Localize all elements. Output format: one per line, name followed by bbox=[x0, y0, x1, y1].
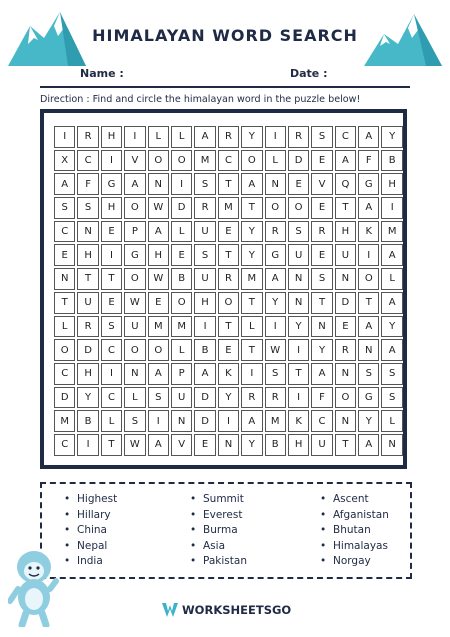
word-list-column-3 bbox=[320, 492, 389, 570]
grid-cell[interactable]: O bbox=[265, 197, 286, 219]
grid-cell[interactable]: L bbox=[148, 126, 169, 148]
grid-cell[interactable]: W bbox=[148, 268, 169, 290]
grid-cell[interactable]: W bbox=[148, 197, 169, 219]
grid-cell[interactable]: V bbox=[311, 173, 332, 195]
grid-cell[interactable]: B bbox=[265, 434, 286, 456]
grid-cell[interactable]: N bbox=[54, 268, 75, 290]
grid-cell[interactable]: E bbox=[335, 316, 356, 338]
grid-cell[interactable]: A bbox=[381, 339, 402, 361]
grid-cell[interactable]: X bbox=[54, 150, 75, 172]
grid-cell[interactable]: I bbox=[288, 387, 309, 409]
grid-cell[interactable]: D bbox=[54, 387, 75, 409]
grid-cell[interactable]: I bbox=[124, 126, 145, 148]
grid-cell[interactable]: W bbox=[124, 292, 145, 314]
grid-cell[interactable]: I bbox=[241, 363, 262, 385]
grid-cell[interactable]: A bbox=[124, 173, 145, 195]
grid-cell[interactable]: M bbox=[171, 316, 192, 338]
word-list-item: • China bbox=[64, 523, 117, 539]
grid-cell[interactable]: K bbox=[218, 363, 239, 385]
footer-brand bbox=[162, 603, 291, 617]
grid-cell[interactable]: I bbox=[54, 126, 75, 148]
word-list-item: • Burma bbox=[190, 523, 247, 539]
grid-cell[interactable]: C bbox=[54, 221, 75, 243]
grid-cell[interactable]: A bbox=[335, 150, 356, 172]
grid-cell[interactable]: E bbox=[288, 173, 309, 195]
word-list-item: • Hillary bbox=[64, 508, 117, 524]
grid-cell[interactable]: V bbox=[171, 434, 192, 456]
grid-cell[interactable]: F bbox=[77, 173, 98, 195]
grid-cell[interactable]: N bbox=[77, 221, 98, 243]
grid-cell[interactable]: L bbox=[124, 387, 145, 409]
page-title: HIMALAYAN WORD SEARCH bbox=[92, 26, 358, 45]
grid-cell[interactable]: E bbox=[54, 244, 75, 266]
grid-cell[interactable]: N bbox=[335, 268, 356, 290]
grid-cell[interactable]: D bbox=[194, 410, 215, 432]
grid-cell[interactable]: I bbox=[381, 197, 402, 219]
grid-cell[interactable]: B bbox=[171, 268, 192, 290]
grid-cell[interactable]: Y bbox=[77, 387, 98, 409]
grid-cell[interactable]: O bbox=[124, 339, 145, 361]
grid-cell[interactable]: A bbox=[358, 197, 379, 219]
grid-cell[interactable]: U bbox=[171, 387, 192, 409]
grid-cell[interactable]: R bbox=[194, 197, 215, 219]
grid-cell[interactable]: K bbox=[358, 221, 379, 243]
grid-cell[interactable]: L bbox=[171, 126, 192, 148]
grid-cell[interactable]: Y bbox=[288, 316, 309, 338]
word-list-item: • Nepal bbox=[64, 539, 117, 555]
grid-cell[interactable]: Y bbox=[241, 434, 262, 456]
grid-cell[interactable]: C bbox=[101, 339, 122, 361]
grid-cell[interactable]: O bbox=[288, 197, 309, 219]
grid-cell[interactable]: U bbox=[77, 292, 98, 314]
grid-cell[interactable]: R bbox=[218, 268, 239, 290]
grid-cell[interactable]: U bbox=[194, 221, 215, 243]
grid-cell[interactable]: S bbox=[381, 387, 402, 409]
grid-cell[interactable]: W bbox=[124, 434, 145, 456]
grid-cell[interactable]: E bbox=[311, 150, 332, 172]
grid-cell[interactable]: C bbox=[311, 410, 332, 432]
grid-cell[interactable]: A bbox=[381, 292, 402, 314]
grid-cell[interactable]: U bbox=[194, 268, 215, 290]
name-label: Name : bbox=[80, 67, 124, 80]
grid-cell[interactable]: C bbox=[218, 150, 239, 172]
word-list-item: • Bhutan bbox=[320, 523, 389, 539]
word-list-item: • Everest bbox=[190, 508, 247, 524]
grid-cell[interactable]: Y bbox=[381, 126, 402, 148]
grid-cell[interactable]: T bbox=[54, 292, 75, 314]
grid-cell[interactable]: W bbox=[265, 339, 286, 361]
grid-cell[interactable]: A bbox=[265, 268, 286, 290]
worksheetsgo-w-logo-icon bbox=[162, 603, 178, 617]
grid-cell[interactable]: F bbox=[311, 387, 332, 409]
grid-cell[interactable]: N bbox=[381, 434, 402, 456]
grid-cell[interactable]: C bbox=[101, 387, 122, 409]
grid-cell[interactable]: I bbox=[265, 126, 286, 148]
grid-cell[interactable]: Q bbox=[335, 173, 356, 195]
grid-cell[interactable]: S bbox=[194, 244, 215, 266]
grid-cell[interactable]: N bbox=[218, 434, 239, 456]
grid-cell[interactable]: L bbox=[241, 316, 262, 338]
grid-cell[interactable]: M bbox=[381, 221, 402, 243]
grid-cell[interactable]: E bbox=[194, 434, 215, 456]
grid-cell[interactable]: L bbox=[171, 339, 192, 361]
grid-cell[interactable]: K bbox=[288, 410, 309, 432]
grid-cell[interactable]: E bbox=[311, 244, 332, 266]
grid-cell[interactable]: M bbox=[194, 150, 215, 172]
grid-cell[interactable]: R bbox=[311, 221, 332, 243]
grid-cell[interactable]: H bbox=[77, 363, 98, 385]
date-label: Date : bbox=[290, 67, 328, 80]
grid-cell[interactable]: G bbox=[358, 387, 379, 409]
grid-cell[interactable]: Y bbox=[358, 410, 379, 432]
grid-cell[interactable]: L bbox=[381, 268, 402, 290]
grid-cell[interactable]: O bbox=[358, 268, 379, 290]
grid-cell[interactable]: G bbox=[124, 244, 145, 266]
grid-cell[interactable]: H bbox=[288, 434, 309, 456]
grid-cell[interactable]: I bbox=[288, 339, 309, 361]
grid-cell[interactable]: I bbox=[171, 173, 192, 195]
grid-cell[interactable]: C bbox=[335, 126, 356, 148]
direction-text: Direction : Find and circle the himalayan word in the puzzle below! bbox=[40, 94, 361, 105]
grid-cell[interactable]: D bbox=[288, 150, 309, 172]
grid-cell[interactable]: N bbox=[265, 173, 286, 195]
grid-cell[interactable]: Y bbox=[241, 244, 262, 266]
grid-cell[interactable]: Y bbox=[381, 316, 402, 338]
grid-cell[interactable]: T bbox=[218, 244, 239, 266]
grid-cell[interactable]: H bbox=[77, 244, 98, 266]
grid-cell[interactable]: M bbox=[265, 410, 286, 432]
grid-cell[interactable]: S bbox=[77, 197, 98, 219]
grid-cell[interactable]: F bbox=[358, 150, 379, 172]
grid-cell[interactable]: S bbox=[381, 363, 402, 385]
grid-cell[interactable]: S bbox=[124, 410, 145, 432]
grid-cell[interactable]: S bbox=[148, 387, 169, 409]
word-list-item: • Ascent bbox=[320, 492, 389, 508]
grid-cell[interactable]: S bbox=[358, 363, 379, 385]
word-list-item: • Summit bbox=[190, 492, 247, 508]
grid-cell[interactable]: R bbox=[288, 126, 309, 148]
grid-cell[interactable]: N bbox=[124, 363, 145, 385]
grid-cell[interactable]: A bbox=[194, 126, 215, 148]
grid-cell[interactable]: T bbox=[358, 292, 379, 314]
grid-cell[interactable]: T bbox=[288, 363, 309, 385]
grid-cell[interactable]: T bbox=[101, 434, 122, 456]
grid-cell[interactable]: S bbox=[311, 126, 332, 148]
grid-cell[interactable]: I bbox=[101, 150, 122, 172]
grid-cell[interactable]: Y bbox=[265, 292, 286, 314]
grid-cell[interactable]: R bbox=[218, 126, 239, 148]
grid-cell[interactable]: C bbox=[54, 434, 75, 456]
grid-cell[interactable]: C bbox=[54, 363, 75, 385]
grid-cell[interactable]: T bbox=[101, 268, 122, 290]
grid-cell[interactable]: M bbox=[241, 268, 262, 290]
grid-cell[interactable]: O bbox=[171, 292, 192, 314]
grid-cell[interactable]: H bbox=[101, 126, 122, 148]
grid-cell[interactable]: D bbox=[77, 339, 98, 361]
grid-cell[interactable]: O bbox=[218, 292, 239, 314]
grid-cell[interactable]: O bbox=[124, 268, 145, 290]
grid-cell[interactable]: E bbox=[311, 197, 332, 219]
word-list-column-2 bbox=[190, 492, 247, 570]
yeti-mascot-illustration bbox=[8, 545, 60, 627]
grid-cell[interactable]: I bbox=[358, 244, 379, 266]
grid-cell[interactable]: A bbox=[241, 410, 262, 432]
grid-cell[interactable]: T bbox=[77, 268, 98, 290]
grid-cell[interactable]: A bbox=[358, 434, 379, 456]
word-list-item: • Asia bbox=[190, 539, 247, 555]
grid-cell[interactable]: S bbox=[54, 197, 75, 219]
grid-cell[interactable]: A bbox=[194, 363, 215, 385]
grid-cell[interactable]: P bbox=[124, 221, 145, 243]
grid-cell[interactable]: N bbox=[335, 410, 356, 432]
grid-cell[interactable]: E bbox=[218, 339, 239, 361]
grid-cell[interactable]: I bbox=[148, 410, 169, 432]
grid-cell[interactable]: T bbox=[241, 339, 262, 361]
grid-cell[interactable]: N bbox=[288, 268, 309, 290]
grid-cell[interactable]: G bbox=[358, 173, 379, 195]
word-list-item: • Highest bbox=[64, 492, 117, 508]
grid-cell[interactable]: O bbox=[171, 150, 192, 172]
grid-cell[interactable]: L bbox=[171, 221, 192, 243]
grid-cell[interactable]: L bbox=[54, 316, 75, 338]
grid-cell[interactable]: R bbox=[335, 339, 356, 361]
grid-cell[interactable]: R bbox=[265, 221, 286, 243]
grid-cell[interactable]: S bbox=[311, 268, 332, 290]
grid-cell[interactable]: L bbox=[381, 410, 402, 432]
grid-cell[interactable]: H bbox=[194, 292, 215, 314]
grid-cell[interactable]: E bbox=[218, 221, 239, 243]
grid-cell[interactable]: D bbox=[335, 292, 356, 314]
grid-cell[interactable]: H bbox=[381, 173, 402, 195]
grid-cell[interactable]: O bbox=[54, 339, 75, 361]
grid-cell[interactable]: G bbox=[265, 244, 286, 266]
grid-cell[interactable]: R bbox=[265, 387, 286, 409]
grid-cell[interactable]: O bbox=[148, 339, 169, 361]
grid-cell[interactable]: N bbox=[288, 292, 309, 314]
grid-cell[interactable]: D bbox=[194, 387, 215, 409]
grid-cell[interactable]: L bbox=[101, 410, 122, 432]
grid-cell[interactable]: O bbox=[335, 387, 356, 409]
grid-cell[interactable]: N bbox=[171, 410, 192, 432]
grid-cell[interactable]: G bbox=[101, 173, 122, 195]
grid-cell[interactable]: T bbox=[311, 292, 332, 314]
grid-cell[interactable]: C bbox=[77, 150, 98, 172]
grid-cell[interactable]: I bbox=[265, 316, 286, 338]
grid-cell[interactable]: N bbox=[311, 316, 332, 338]
grid-cell[interactable]: S bbox=[288, 221, 309, 243]
grid-cell[interactable]: Y bbox=[241, 126, 262, 148]
grid-cell[interactable]: B bbox=[194, 339, 215, 361]
grid-cell[interactable]: A bbox=[311, 363, 332, 385]
grid-cell[interactable]: U bbox=[288, 244, 309, 266]
grid-cell[interactable]: A bbox=[381, 244, 402, 266]
grid-cell[interactable]: V bbox=[124, 150, 145, 172]
grid-cell[interactable]: T bbox=[241, 197, 262, 219]
grid-cell[interactable]: H bbox=[148, 244, 169, 266]
grid-cell[interactable]: E bbox=[171, 244, 192, 266]
grid-cell[interactable]: R bbox=[77, 126, 98, 148]
grid-cell[interactable]: M bbox=[148, 316, 169, 338]
grid-cell[interactable]: N bbox=[335, 363, 356, 385]
grid-cell[interactable]: Y bbox=[218, 387, 239, 409]
grid-cell[interactable]: Y bbox=[311, 339, 332, 361]
grid-cell[interactable]: T bbox=[335, 197, 356, 219]
grid-cell[interactable]: N bbox=[148, 173, 169, 195]
grid-cell[interactable]: O bbox=[148, 150, 169, 172]
grid-cell[interactable]: H bbox=[101, 197, 122, 219]
divider-line bbox=[40, 86, 410, 88]
grid-cell[interactable]: M bbox=[218, 197, 239, 219]
grid-cell[interactable]: A bbox=[148, 363, 169, 385]
footer-brand-text: WORKSHEETSGO bbox=[182, 603, 292, 617]
grid-cell[interactable]: U bbox=[335, 244, 356, 266]
grid-cell[interactable]: T bbox=[218, 316, 239, 338]
grid-cell[interactable]: U bbox=[311, 434, 332, 456]
grid-cell[interactable]: I bbox=[101, 244, 122, 266]
grid-cell[interactable]: S bbox=[265, 363, 286, 385]
word-search-grid bbox=[53, 125, 404, 457]
grid-cell[interactable]: E bbox=[101, 221, 122, 243]
grid-cell[interactable]: N bbox=[358, 339, 379, 361]
grid-cell[interactable]: S bbox=[194, 173, 215, 195]
grid-cell[interactable]: T bbox=[218, 173, 239, 195]
grid-cell[interactable]: E bbox=[101, 292, 122, 314]
grid-cell[interactable]: E bbox=[148, 292, 169, 314]
word-list-item: • Pakistan bbox=[190, 554, 247, 570]
grid-cell[interactable]: A bbox=[241, 173, 262, 195]
grid-cell[interactable]: I bbox=[194, 316, 215, 338]
grid-cell[interactable]: I bbox=[218, 410, 239, 432]
grid-cell[interactable]: A bbox=[148, 434, 169, 456]
grid-cell[interactable]: T bbox=[335, 434, 356, 456]
grid-cell[interactable]: U bbox=[124, 316, 145, 338]
grid-cell[interactable]: H bbox=[335, 221, 356, 243]
grid-cell[interactable]: Y bbox=[241, 221, 262, 243]
grid-cell[interactable]: B bbox=[381, 150, 402, 172]
grid-cell[interactable]: S bbox=[101, 316, 122, 338]
grid-cell[interactable]: A bbox=[148, 221, 169, 243]
grid-cell[interactable]: A bbox=[54, 173, 75, 195]
grid-cell[interactable]: R bbox=[77, 316, 98, 338]
grid-cell[interactable]: O bbox=[241, 150, 262, 172]
word-list-item: • India bbox=[64, 554, 117, 570]
grid-cell[interactable]: M bbox=[54, 410, 75, 432]
grid-cell[interactable]: A bbox=[358, 316, 379, 338]
grid-cell[interactable]: R bbox=[241, 387, 262, 409]
grid-cell[interactable]: P bbox=[171, 363, 192, 385]
word-list-column-1 bbox=[64, 492, 117, 570]
grid-cell[interactable]: L bbox=[265, 150, 286, 172]
grid-cell[interactable]: I bbox=[77, 434, 98, 456]
grid-cell[interactable]: D bbox=[171, 197, 192, 219]
word-list-item: • Norgay bbox=[320, 554, 389, 570]
grid-cell[interactable]: I bbox=[101, 363, 122, 385]
grid-cell[interactable]: B bbox=[77, 410, 98, 432]
word-list-item: • Himalayas bbox=[320, 539, 389, 555]
grid-cell[interactable]: A bbox=[358, 126, 379, 148]
grid-cell[interactable]: T bbox=[241, 292, 262, 314]
grid-cell[interactable]: O bbox=[124, 197, 145, 219]
word-list-item: • Afganistan bbox=[320, 508, 389, 524]
